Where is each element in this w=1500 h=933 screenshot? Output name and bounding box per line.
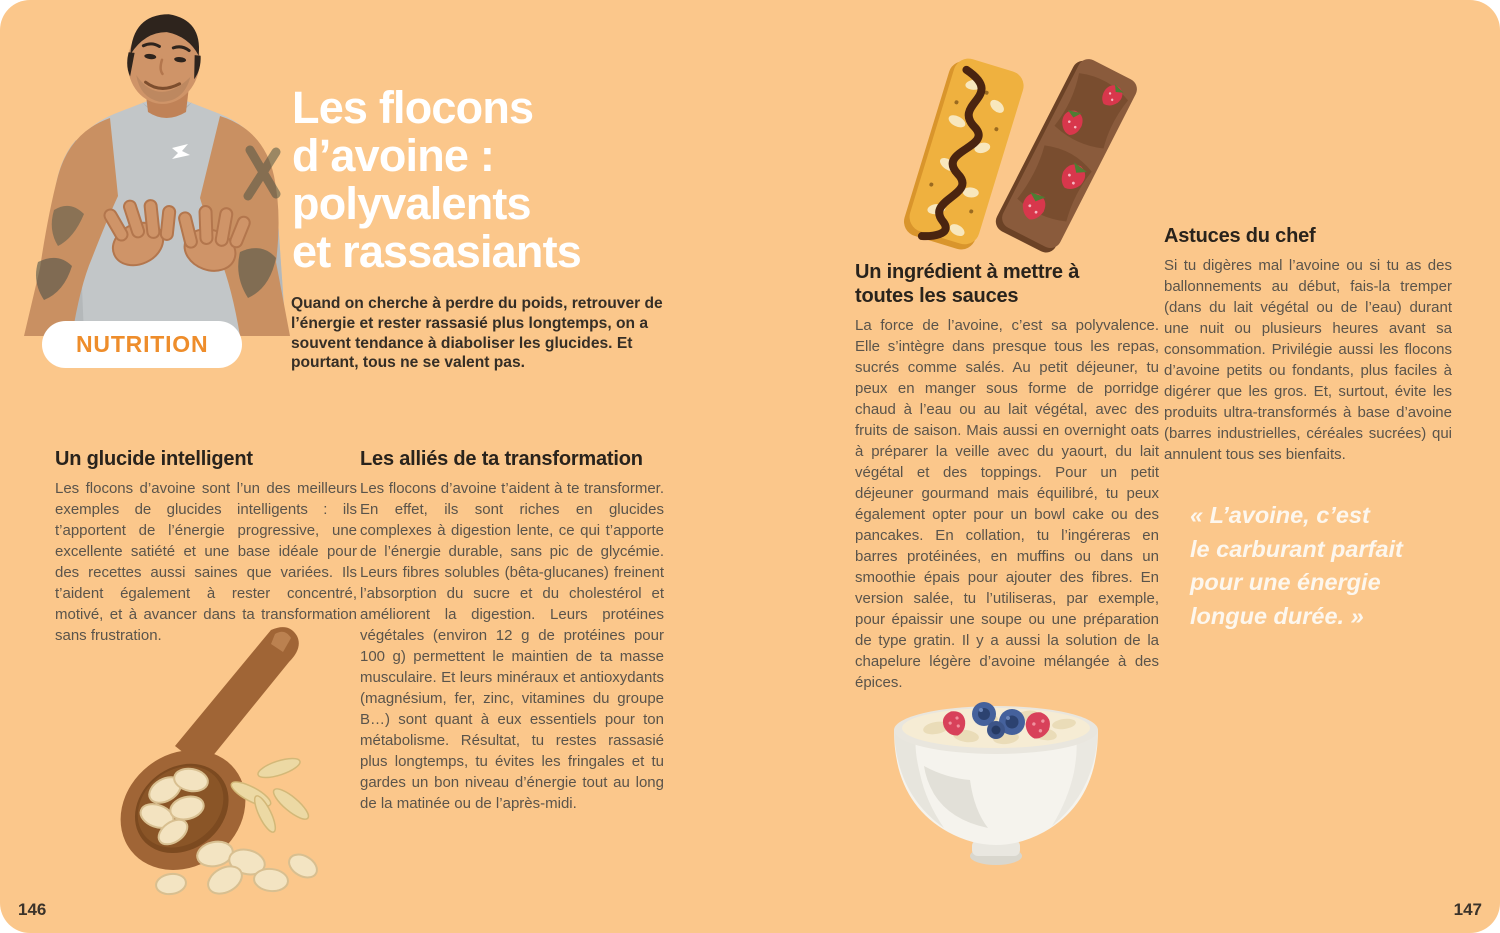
quote-line: pour une énergie [1190, 569, 1381, 595]
section-heading: Les alliés de ta transformation [360, 448, 643, 470]
page-title [292, 84, 581, 276]
section-glucide-intelligent [55, 447, 357, 646]
section-body: Les flocons d’avoine t’aident à te transformer. En effet, ils sont riches en glucides complexes à digestion lente, ce qui t’apporte de l’énergie durable, sans pic de glycémie. Leurs fibres solubles (bêta-glucanes) freinent l’absorption du sucre et du cholestérol et améliorent la digestion. Leurs protéines végétales (environ 12 g de protéines pour 100 g) permettent le maintien de ta masse musculaire. Et leurs minéraux et antioxydants (magnésium, fer, zinc, vitamines du groupe B…) sont quant à eux essentiels pour ton métabolisme. Résultat, tu restes rassasié plus longtemps, tu évites les fringales et tu gardes un bon niveau d’énergie tout au long de la matinée ou de l’après-midi. [360, 480, 664, 812]
porridge-bowl-illustration [886, 682, 1106, 870]
title-line: polyvalents [292, 178, 531, 229]
category-badge [42, 321, 242, 368]
wooden-spoon-oats-illustration [75, 618, 357, 896]
pull-quote [1190, 499, 1452, 633]
category-badge-label: NUTRITION [76, 331, 209, 357]
intro-paragraph: Quand on cherche à perdre du poids, retrouver de l’énergie et rester rassasié plus longtemps, on a souvent tendance à diaboliser les glucides. Et pourtant, tous ne se valent pas. [291, 295, 663, 372]
page-number-left: 146 [18, 900, 47, 919]
section-ingredient-sauces [855, 260, 1159, 693]
section-body: Si tu digères mal l’avoine ou si tu as des ballonnements au début, fais-la tremper (dans du lait végétal ou de l’eau) durant une nuit ou plusieurs heures avant sa consommation. Privilégie aussi les flocons d’avoine petits ou fondants, plus faciles à digérer que les gros. Et, surtout, évite les produits ultra-transformés à base d’avoine (barres industrielles, céréales sucrées) qui annulent tous ses bienfaits. [1164, 257, 1452, 463]
section-astuces-chef [1164, 224, 1452, 465]
title-line: et rassasiants [292, 226, 581, 277]
section-body: La force de l’avoine, c’est sa polyvalence. Elle s’intègre dans presque tous les repas, sucrés comme salés. Au petit déjeuner, tu peux en manger sous forme de porridge chaud à l’eau ou au lait végétal, avec des fruits de saison. Mais aussi en overnight oats à préparer la veille avec du yaourt, du lait végétal et des toppings. Pour un petit déjeuner gourmand mais équilibré, tu peux également opter pour un bowl cake ou des pancakes. En collation, tu l’ingéreras en barres protéinées, en muffins ou dans un smoothie épais pour ajouter des fibres. En version salée, tu l’utiliseras, par exemple, pour épaissir une soupe ou une préparation de type gratin. Il y a aussi la solution de la chapelure légère d’avoine mélangée à des épices. [855, 317, 1159, 691]
section-heading: Astuces du chef [1164, 225, 1316, 247]
quote-line: longue durée. » [1190, 602, 1364, 629]
section-heading: Un glucide intelligent [55, 448, 253, 470]
coach-photo [14, 0, 306, 336]
quote-line: « L’avoine, c’est [1190, 502, 1370, 528]
granola-bars-illustration [883, 46, 1139, 264]
quote-line: le carburant parfait [1190, 535, 1403, 562]
section-body: Les flocons d’avoine sont l’un des meilleurs exemples de glucides intelligents : ils t’apportent de l’énergie progressive, une excellente satiété et une base idéale pour des recettes aussi saines que variées. Ils t’aident également à rester concentré, motivé, et à avancer dans ta transformation sans frustration. [55, 480, 357, 644]
title-line: Les flocons [292, 82, 534, 133]
page-number-right: 147 [1453, 900, 1482, 919]
section-allies-transformation [360, 447, 664, 814]
section-heading: Un ingrédient à mettre à toutes les sauces [855, 261, 1080, 307]
title-line: d’avoine : [292, 130, 495, 181]
